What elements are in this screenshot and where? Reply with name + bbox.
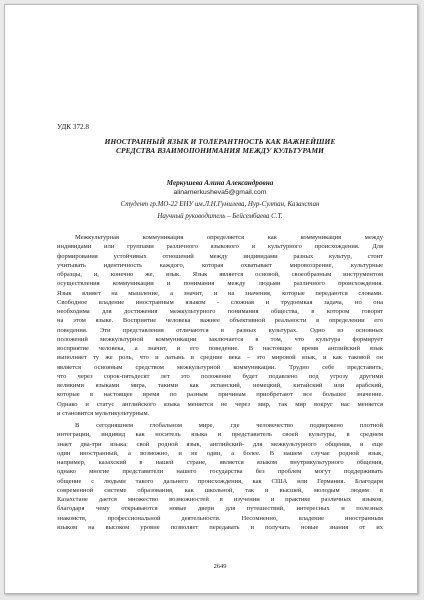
scientific-advisor: Научный руководитель – Бейсембаева С.Т. <box>157 213 283 220</box>
text-line: языком на высоком уровне позволяет передавать и получать новые знания от их <box>57 523 383 531</box>
author-name: Меркушева Алина Александровна <box>166 179 274 187</box>
text-line: современной системе образования, как школьной, так и высшей, молодым людям в <box>57 486 383 494</box>
paper-title-line-1: ИНОСТРАННЫЙ ЯЗЫК И ТОЛЕРАНТНОСТЬ КАК ВАЖНЕЙШИЕ <box>104 137 336 146</box>
text-line: Свободное владение иностранным языком - сложная и трудоемкая задача, но она <box>57 298 383 306</box>
paper-title <box>57 137 383 156</box>
text-line: знакомств, профессиональной деятельности. Несомненно, владение иностранным <box>57 514 383 522</box>
text-line: восприятие человека, а значит, и его поведение. В настоящее время английский язык <box>57 345 383 352</box>
text-line: которые в настоящее время по разным причинам приобретают все большее значение. <box>57 391 383 399</box>
text-line: В сегодняшнем глобальном мире, где человечество подвержено плотной <box>75 422 383 429</box>
text-line: Язык влияет на мышление, а значит, и на значения, которые передаются словами. <box>57 289 383 297</box>
text-line: положений межкультурной коммуникации заключается в том, что культура формирует <box>57 335 383 343</box>
text-line: благодаря чему открываются новые двери для путешествий, интересных и полезных <box>57 505 383 513</box>
text-line: например, казахский в нашей стране, является языком внутрикультурного общения, <box>57 459 383 466</box>
text-line: на этом языке. Восприятие человека важнее объективной реальности в определении его <box>57 317 383 325</box>
text-line: формирования устойчивых отношений между индивидами разных культур, стоит <box>57 252 383 260</box>
paper-title-line-2: СРЕДСТВА ВЗАИМОПОНИМАНИЯ МЕЖДУ КУЛЬТУРАМИ <box>116 146 324 156</box>
text-line: и становится мультикультурным. <box>57 409 150 417</box>
text-line: Казахстане дается множество возможностей в изучении и практике различных языков, <box>57 496 383 503</box>
author-email: alinamerkusheva5@gmail.com <box>173 189 267 196</box>
text-line: Однако и статус английского языка меняется не через мир, так мир вокруг нас меняется <box>57 400 383 408</box>
text-line: является основным средством межкультурной коммуникации. Трудно себе представить, <box>57 363 383 371</box>
paragraph-2 <box>57 421 383 532</box>
author-affiliation: Студент гр.МО-22 ЕНУ им.Л.Н.Гумилева, Нур-Султан, Казахстан <box>120 201 320 208</box>
text-line: однако многие представители нашего государства без проблем могут поддерживать <box>57 468 383 476</box>
text-line: знает два-три языка: свой родной язык, английский- для межкультурного общения, и еще <box>57 440 383 448</box>
paragraph-1 <box>57 233 383 418</box>
text-line: необходима для достижения межкультурного понимания общества, в котором говорят <box>57 308 383 315</box>
text-line: поведения. Эти представления отличаются в разных культурах. Одно из основных <box>57 326 383 334</box>
text-line: учитывать идентичность каждого, которая охватывает мировоззрение, культурные <box>57 261 383 269</box>
text-line: индивидами или группами различного языкового и культурного происхождения. Для <box>57 243 383 251</box>
text-line: что через сорок-пятьдесят лет это положение будет подавлено под угрозу другими <box>57 372 383 380</box>
text-line: выполняет ту же роль, что и латынь в средние века – это мировой язык, и как таковой он <box>57 354 383 362</box>
text-line: один иностранный, а возможно, и не один, а более. В нашем случае родной язык, <box>57 449 383 457</box>
text-line: Межкультурная коммуникация определяется как коммуникация между <box>75 234 383 241</box>
text-line: осуществления коммуникации и понимания между людьми различного происхождения. <box>57 280 383 288</box>
text-line: великими языками мира, такими как испанский, немецкий, китайский или арабский, <box>57 382 383 389</box>
page-number: 2649 <box>213 563 227 570</box>
text-line: образцы, и, конечно же, язык. Язык является основой, своеобразным инструментом <box>57 271 383 278</box>
text-line: интеграции, индивид как носитель языка и представитель своей культуры, в среднем <box>57 431 383 439</box>
text-line: общение с людьми такого дальнего происхождения, как США или Германия. Благодаря <box>57 477 383 485</box>
article-body <box>57 233 383 532</box>
udc-code: УДК 372.8 <box>57 123 90 131</box>
